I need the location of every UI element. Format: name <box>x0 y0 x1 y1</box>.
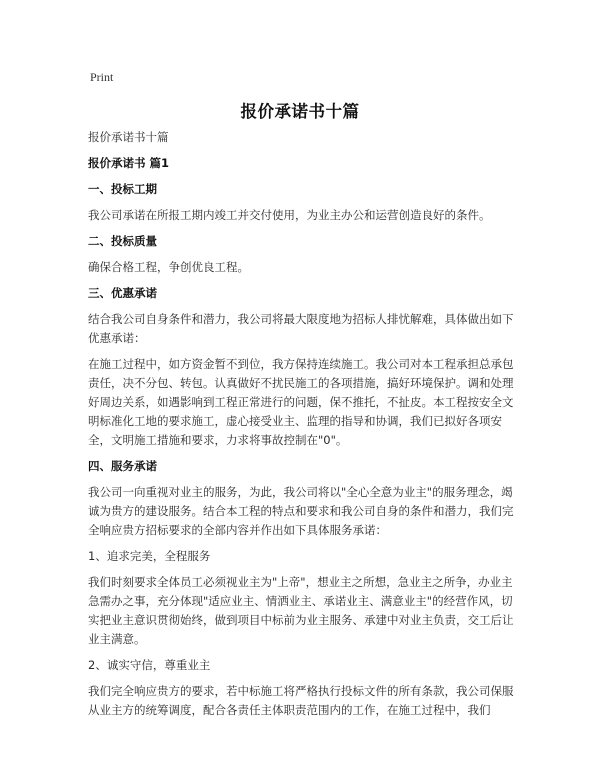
document-subtitle: 报价承诺书十篇 <box>88 130 169 144</box>
section-heading-duration: 一、投标工期 <box>88 182 157 196</box>
article-heading: 报价承诺书 篇1 <box>88 156 170 170</box>
paragraph-duration: 我公司承诺在所报工期内竣工并交付使用，为业主办公和运营创造良好的条件。 <box>88 208 491 222</box>
section-heading-service: 四、服务承诺 <box>88 459 157 473</box>
print-label[interactable]: Print <box>90 70 114 84</box>
paragraph-service-intro: 我公司一向重视对业主的服务，为此，我公司将以"全心全意为业主"的服务理念，竭诚为贵方的建设服务。结合本工程的特点和要求和我公司自身的条件和潜力，我们完全响应贵方招标要求的全部内容并作出如下具体服务承诺： <box>88 485 514 537</box>
document-body <box>88 128 516 727</box>
paragraph-service-1: 我们时刻要求全体员工必须视业主为"上帝"，想业主之所想，急业主之所争，办业主急需办之事，充分体现"适应业主、情洒业主、承诺业主、满意业主"的经营作风，切实把业主意识贯彻始终，做到项目中标前为业主服务、承建中对业主负责，交工后让业主满意。 <box>88 575 514 646</box>
section-heading-quality: 二、投标质量 <box>88 234 157 248</box>
paragraph-discount-intro: 结合我公司自身条件和潜力，我公司将最大限度地为招标人排忧解难，具体做出如下优惠承诺： <box>88 312 514 345</box>
document-title: 报价承诺书十篇 <box>240 102 360 121</box>
section-heading-discount: 三、优惠承诺 <box>88 286 157 300</box>
paragraph-discount-details: 在施工过程中，如方资金暂不到位，我方保持连续施工。我公司对本工程承担总承包责任，决不分包、转包。认真做好不扰民施工的各项措施，搞好环境保护。调和处理好周边关系，如遇影响到工程正常进行的问题，保不推托，不扯皮。本工程按安全文明标准化工地的要求施工，虚心接受业主、监理的指导和协调，我们已拟好各项安全，文明施工措施和要求，力求将事故控制在"0"。 <box>88 357 514 447</box>
subheading-service-2: 2、诚实守信，尊重业主 <box>88 658 211 672</box>
paragraph-quality: 确保合格工程，争创优良工程。 <box>88 260 249 274</box>
paragraph-service-2: 我们完全响应贵方的要求，若中标施工将严格执行投标文件的所有条款，我公司保服从业主方的统筹调度，配合各责任主体职责范围内的工作，在施工过程中，我们 <box>88 684 514 717</box>
subheading-service-1: 1、追求完美，全程服务 <box>88 549 211 563</box>
